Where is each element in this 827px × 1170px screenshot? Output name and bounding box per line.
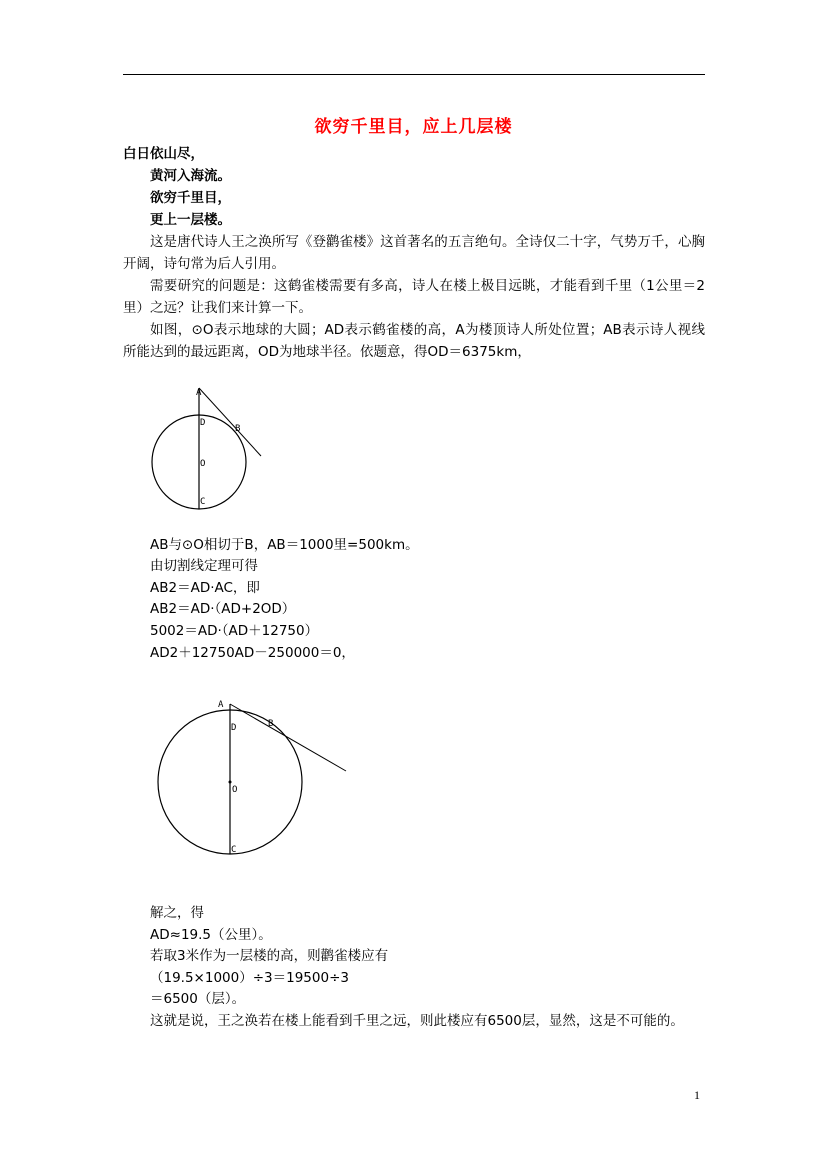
center-point <box>229 781 232 784</box>
step-line: AB2＝AD·AC，即 <box>150 580 260 596</box>
conclusion-paragraph: 这就是说，王之涣若在楼上能看到千里之远，则此楼应有6500层，显然，这是不可能的。 <box>150 1013 684 1029</box>
tangent-line <box>230 704 346 771</box>
solution-line: ＝6500（层）。 <box>150 991 246 1007</box>
label-c: C <box>200 497 206 507</box>
page-number: 1 <box>694 1088 700 1102</box>
label-o: O <box>200 459 206 469</box>
solution-line: 若取3米作为一层楼的高，则鹳雀楼应有 <box>150 948 389 964</box>
solution-line: 解之，得 <box>150 905 204 921</box>
solution-line: AD≈19.5（公里）。 <box>150 927 272 943</box>
setup-paragraph: 如图，⊙O表示地球的大圆；AD表示鹤雀楼的高，A为楼顶诗人所处位置；AB表示诗人视线所能达到的最远距离，OD为地球半径。依题意，得OD＝6375km， <box>123 322 705 360</box>
label-a: A <box>218 700 224 710</box>
figure-2 <box>150 692 355 862</box>
step-line: AB2＝AD·（AD+2OD） <box>150 601 296 617</box>
label-b: B <box>268 719 274 729</box>
step-line: 5002＝AD·（AD＋12750） <box>150 623 319 639</box>
step-line: 由切割线定理可得 <box>150 558 258 574</box>
label-d: D <box>231 723 237 733</box>
header-rule <box>123 74 705 75</box>
solution-line: （19.5×1000）÷3＝19500÷3 <box>150 970 349 986</box>
page-title: 欲穷千里目，应上几层楼 <box>314 117 513 137</box>
tangent-line <box>199 388 261 456</box>
poem-line-2: 黄河入海流。 <box>150 168 231 184</box>
label-d: D <box>200 418 206 428</box>
label-a: A <box>196 388 202 398</box>
question-paragraph: 需要研究的问题是：这鹤雀楼需要有多高，诗人在楼上极目远眺，才能看到千里（1公里＝2里）之远？让我们来计算一下。 <box>123 278 705 316</box>
label-o: O <box>232 785 238 795</box>
step-line: AD2＋12750AD－250000＝0， <box>150 645 355 661</box>
figure-1 <box>140 380 270 515</box>
poem-line-1: 白日依山尽， <box>123 146 204 162</box>
label-b: B <box>235 424 241 434</box>
poem-line-3: 欲穷千里目， <box>150 190 231 206</box>
label-c: C <box>231 845 237 855</box>
poem-line-4: 更上一层楼。 <box>150 212 231 228</box>
intro-paragraph: 这是唐代诗人王之涣所写《登鹳雀楼》这首著名的五言绝句。全诗仅二十字，气势万千，心胸开阔，诗句常为后人引用。 <box>123 234 705 272</box>
step-line: AB与⊙O相切于B，AB＝1000里=500km。 <box>150 537 419 553</box>
